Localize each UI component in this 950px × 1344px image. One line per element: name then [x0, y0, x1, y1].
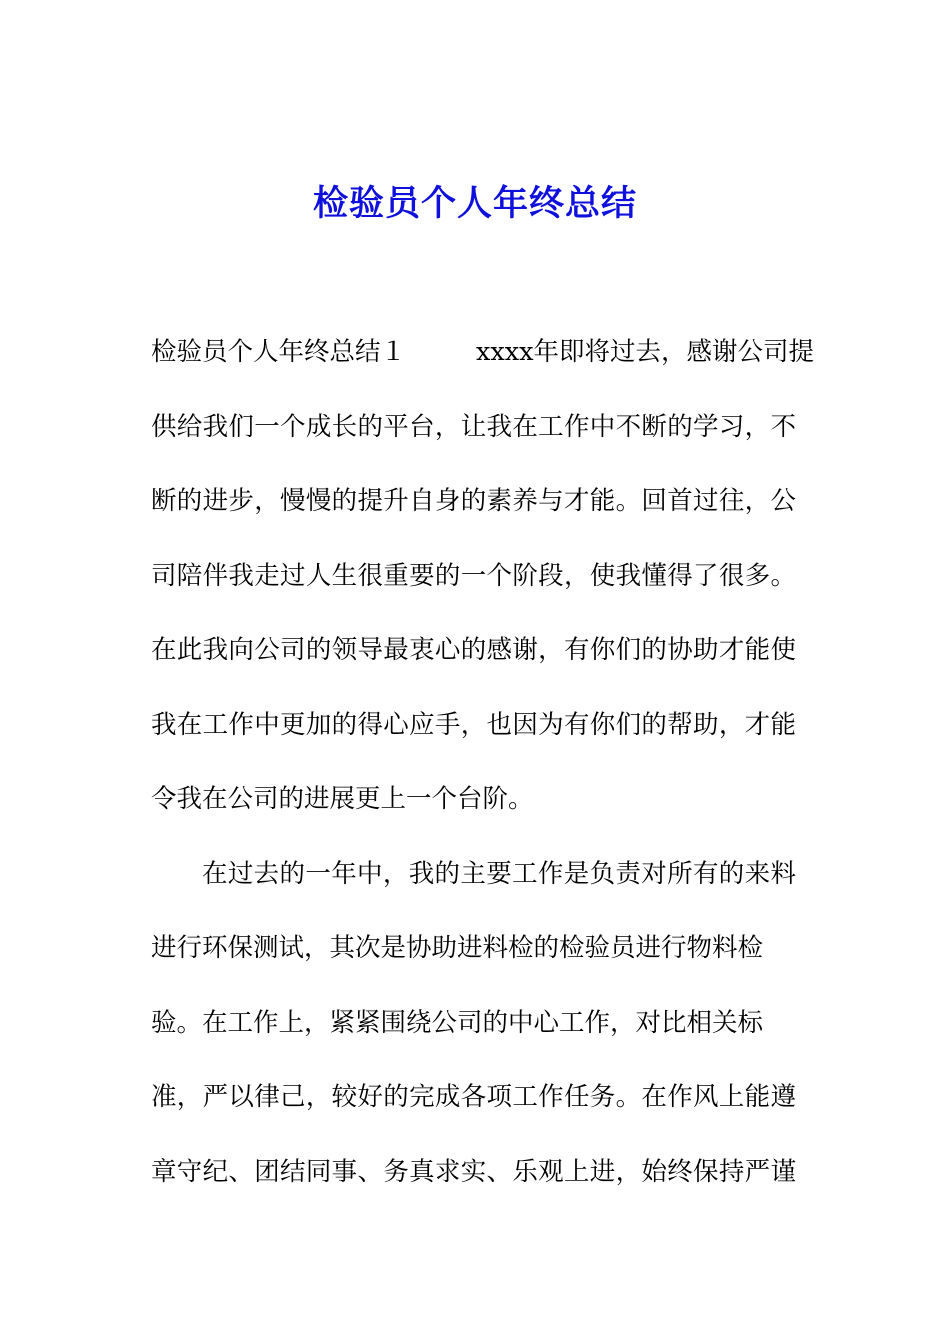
paragraph-1-line: 令我在公司的进展更上一个台阶。: [151, 784, 534, 814]
document-title: 检验员个人年终总结: [312, 183, 637, 224]
paragraph-2-line: 进行环保测试，其次是协助进料检的检验员进行物料检: [151, 933, 764, 963]
paragraph-2-line: 验。在工作上，紧紧围绕公司的中心工作，对比相关标: [151, 1007, 764, 1038]
paragraph-1-first-line: [151, 327, 815, 402]
paragraph-1-lead: xxxx年即将过去，感谢公司提: [476, 337, 815, 367]
paragraph-1-line: 断的进步，慢慢的提升自身的素养与才能。回首过往，公: [151, 486, 796, 516]
paragraph-1-heading: 检验员个人年终总结１: [151, 337, 407, 367]
paragraph-2-line: 在过去的一年中，我的主要工作是负责对所有的来料: [202, 858, 796, 889]
document-body: [151, 327, 815, 1221]
paragraph-1-line: 供给我们一个成长的平台，让我在工作中不断的学习，不: [151, 411, 796, 442]
paragraph-2-line: 准，严以律己，较好的完成各项工作任务。在作风上能遵: [151, 1082, 796, 1112]
paragraph-1-line: 司陪伴我走过人生很重要的一个阶段，使我懂得了很多。: [151, 560, 796, 591]
paragraph-1-line: 我在工作中更加的得心应手，也因为有你们的帮助，才能: [151, 709, 796, 740]
paragraph-2-line: 章守纪、团结同事、务真求实、乐观上进，始终保持严谨: [151, 1156, 796, 1187]
paragraph-1-line: 在此我向公司的领导最衷心的感谢，有你们的协助才能使: [151, 635, 796, 665]
